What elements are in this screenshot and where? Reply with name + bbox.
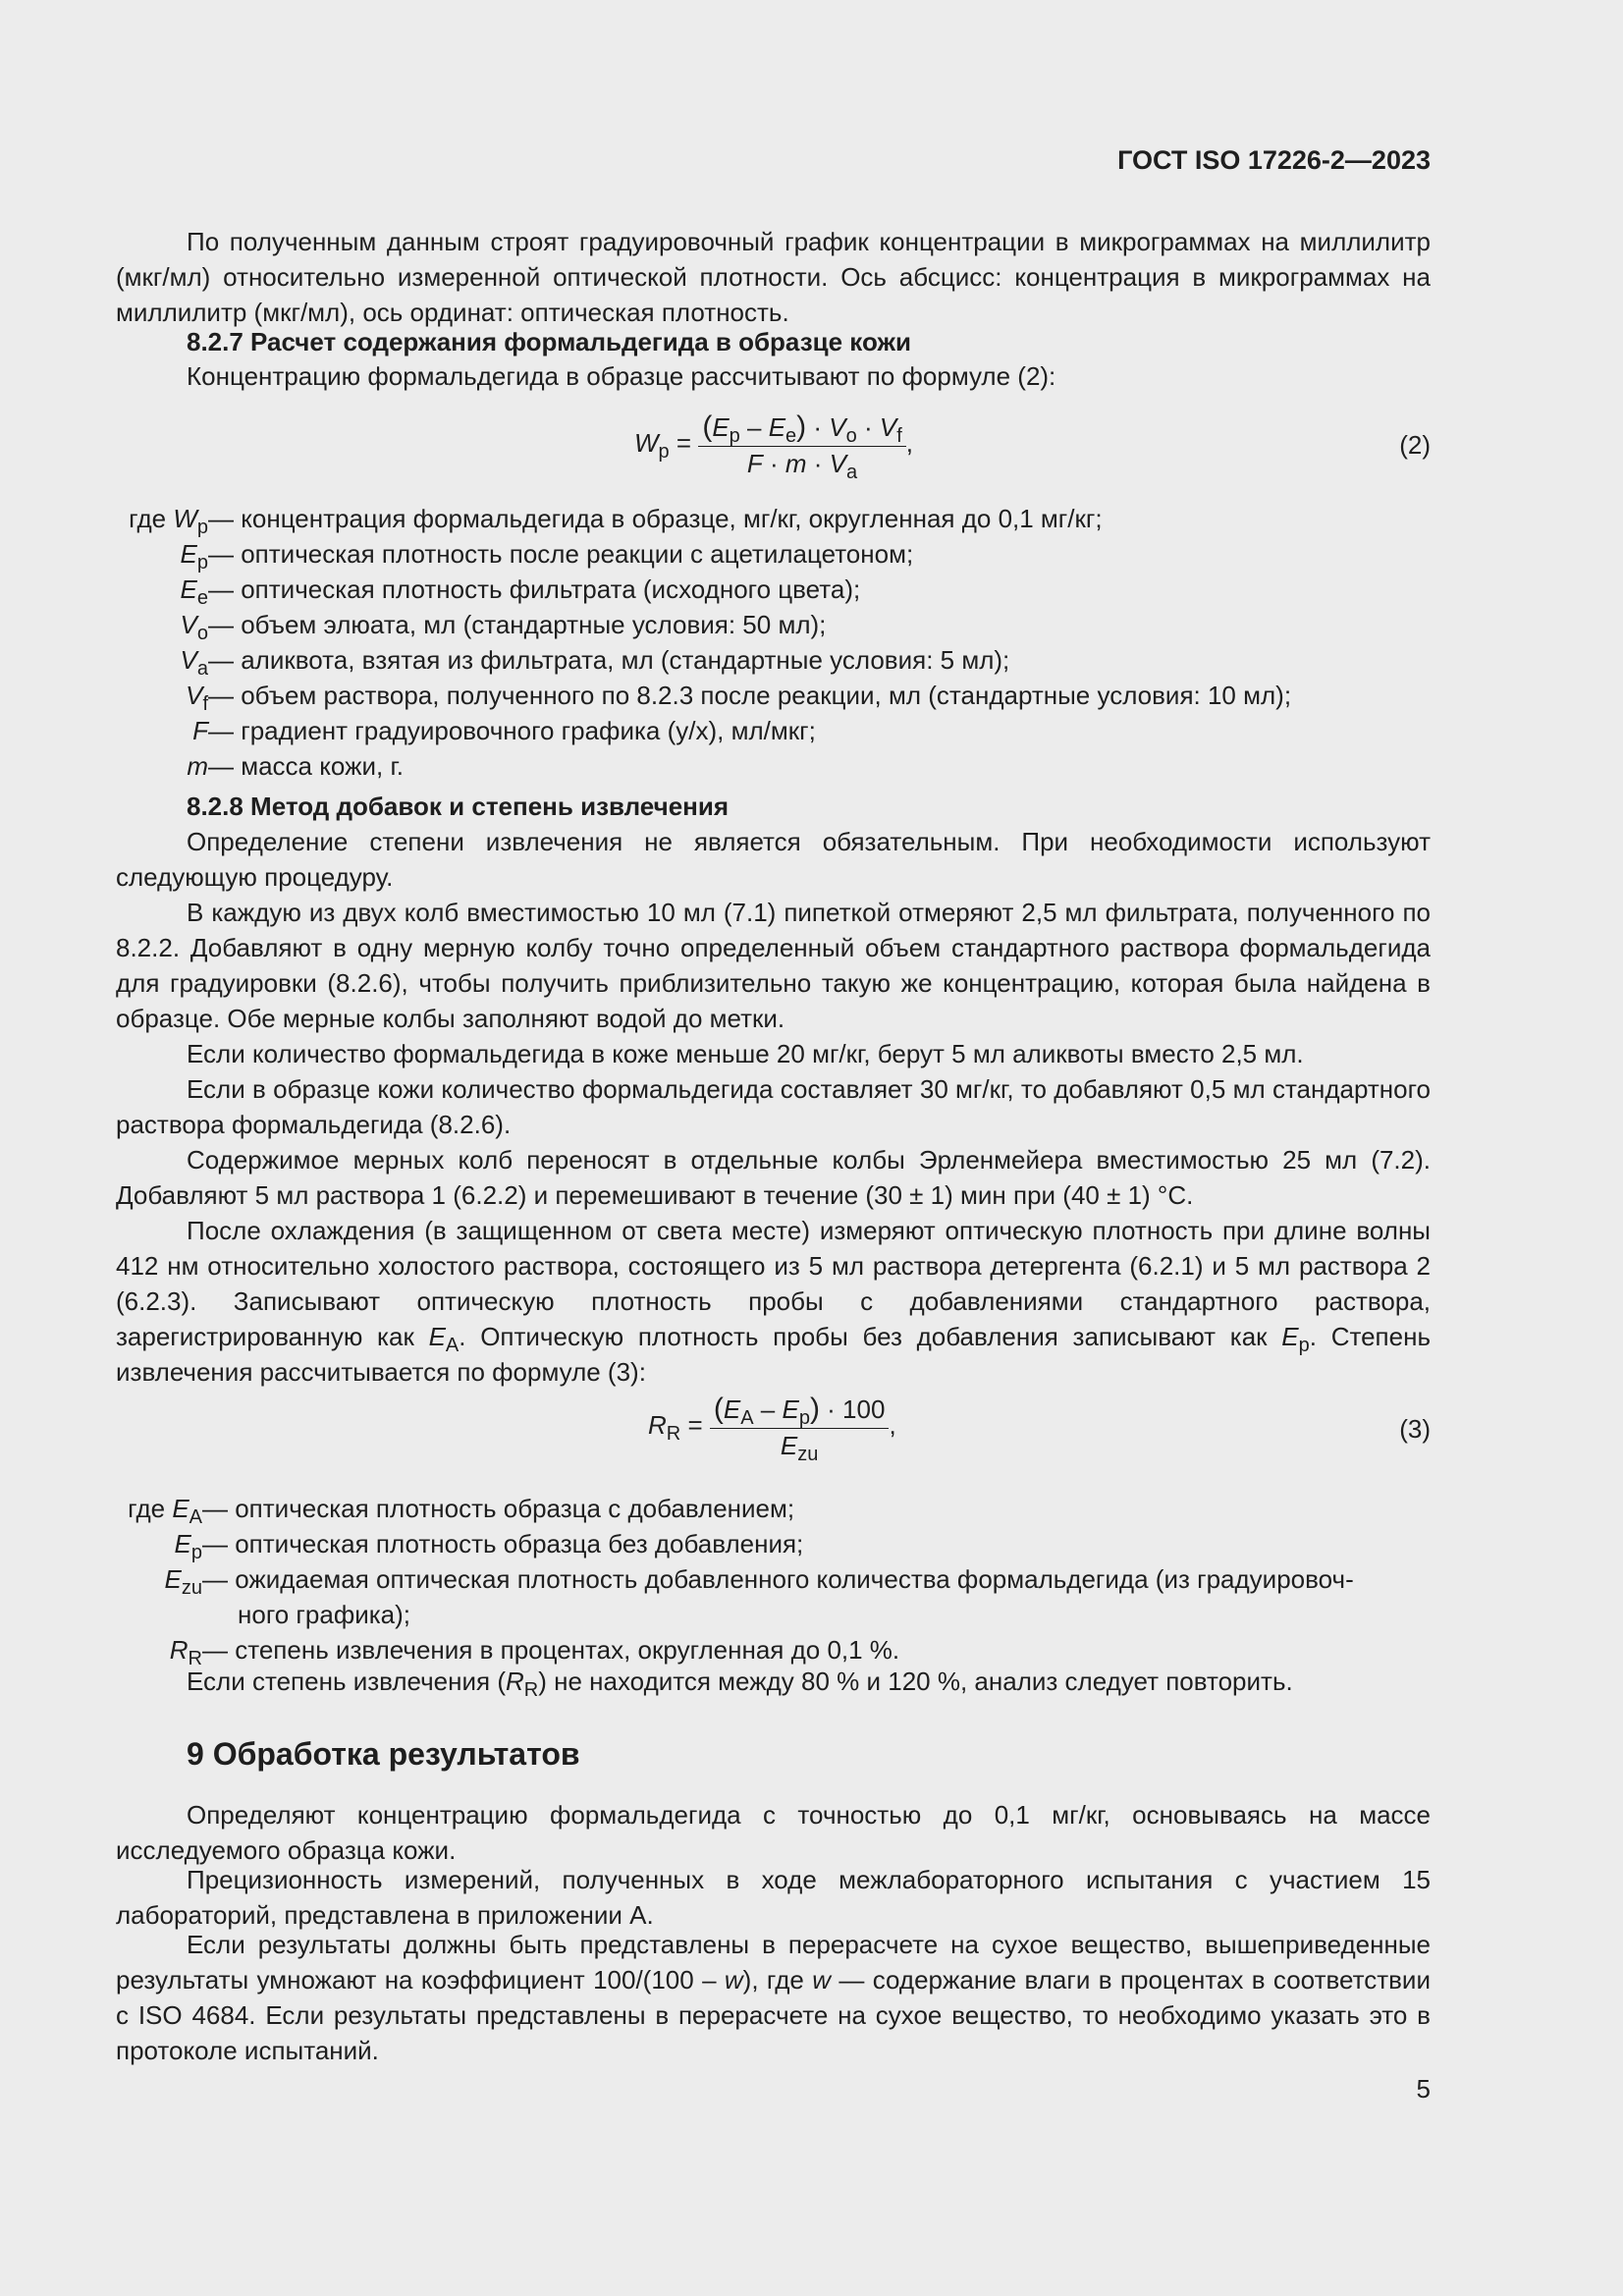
legend-row — [0, 1561, 1623, 1597]
legend-symbol-subscript: f — [202, 693, 208, 715]
legend-symbol-subscript: p — [196, 552, 208, 574]
legend-symbol-subscript: a — [196, 658, 208, 680]
legend-symbol — [192, 713, 208, 748]
legend-symbol — [129, 501, 208, 536]
legend-description: — аликвота, взятая из фильтрата, мл (стандартные условия: 5 мл); — [208, 645, 1010, 675]
legend-row — [0, 536, 1623, 572]
legend-description: — степень извлечения в процентах, округленная до 0,1 %. — [202, 1635, 900, 1665]
legend-symbol — [181, 642, 208, 678]
formula-2: $W_p$ = $\frac{(E_p - E_e) \cdot V_o \cdot V_f}{F \cdot m \cdot V_a}$ , — [634, 410, 913, 483]
legend-description: — оптическая плотность фильтрата (исходного цвета); — [208, 574, 861, 604]
paragraph-repeat-analysis: Если степень извлечения $(R_R)$ не находится между 80 % и 120 %, анализ следует повторить. — [187, 1667, 1293, 1701]
formula-3: $R_R$ = $\frac{(E_A - E_p) \cdot 100}{E_{zu}}$ , — [648, 1393, 896, 1465]
equation-number-2: (2) — [1399, 430, 1431, 460]
legend-description: — градиент градуировочного графика (y/x), мл/мкг; — [208, 716, 816, 745]
paragraph-procedure: В каждую из двух колб вместимостью 10 мл (7.1) пипеткой отмеряют 2,5 мл фильтрата, полученного по 8.2.2. Добавляют в одну мерную колбу точно определенный объем стандартного раствора формальдегида для градуировки (8.2.6), чтобы получить приблизительно такую же концентрацию, которая была найдена в образце. Обе мерные колбы заполняют водой до метки. — [116, 898, 1431, 1033]
legend-row — [0, 607, 1623, 642]
legend-prefix: где — [128, 1494, 173, 1523]
legend-symbol-letter: V — [180, 645, 197, 675]
legend-symbol-letter: W — [173, 504, 197, 533]
legend-row — [0, 1597, 1623, 1632]
paragraph-formula-2-intro: Концентрацию формальдегида в образце рассчитывают по формуле (2): — [187, 361, 1056, 391]
legend-row — [0, 1526, 1623, 1561]
legend-row — [0, 748, 1623, 784]
legend-symbol — [181, 607, 208, 642]
legend-symbol-letter: m — [187, 751, 208, 781]
legend-description: — ожидаемая оптическая плотность добавленного количества формальдегида (из градуировоч- — [202, 1564, 1354, 1594]
paragraph-optical-density: После охлаждения (в защищенном от света месте) измеряют оптическую плотность при длине волны 412 нм относительно холостого раствора, состоящего из 5 мл раствора детергента (6.2.1) и 5 мл раствора 2 (6.2.3). Записывают оптическую плотность пробы с добавлениями стандартного раствора, зарегистрированную как $E_A$. Оптическую плотность пробы без добавления записывают как $E_p$. Степень извлечения рассчитывается по формуле (3): — [116, 1216, 1431, 1387]
legend-symbol — [181, 572, 208, 607]
legend-description: — масса кожи, г. — [208, 751, 404, 781]
paragraph-erlenmeyer: Содержимое мерных колб переносят в отдельные колбы Эрленмейера вместимостью 25 мл (7.2). Добавляют 5 мл раствора 1 (6.2.2) и перемешивают в течение (30 ± 1) мин при (40 ± 1) °С. — [116, 1145, 1431, 1210]
legend-row — [0, 678, 1623, 713]
legend-row — [0, 1491, 1623, 1526]
legend-symbol — [181, 536, 208, 572]
legend-symbol-letter: E — [180, 539, 197, 569]
legend-symbol — [186, 678, 208, 713]
legend-symbol-letter: F — [192, 716, 208, 745]
legend-row — [0, 1632, 1623, 1667]
legend-description: ного графика); — [238, 1600, 411, 1629]
paragraph-recovery-optional: Определение степени извлечения не является обязательным. При необходимости используют следующую процедуру. — [116, 827, 1431, 892]
legend-row — [0, 642, 1623, 678]
legend-row — [0, 501, 1623, 536]
section-heading-8-2-8: 8.2.8 Метод добавок и степень извлечения — [187, 792, 730, 821]
legend-symbol — [128, 1491, 202, 1526]
paragraph-aliquot: Если количество формальдегида в коже меньше 20 мг/кг, берут 5 мл аликвоты вместо 2,5 мл. — [187, 1039, 1304, 1068]
paragraph-calibration-graph: По полученным данным строят градуировочный график концентрации в микрограммах на миллилитр (мкг/мл) относительно измеренной оптической плотности. Ось абсцисс: концентрация в микрограммах на миллилитр (мкг/мл), ось ординат: оптическая плотность. — [116, 227, 1431, 327]
legend-symbol-letter: E — [180, 574, 197, 604]
legend-description: — объем элюата, мл (стандартные условия: 50 мл); — [208, 610, 827, 639]
legend-symbol-subscript: zu — [181, 1577, 202, 1599]
paragraph-precision: Прецизионность измерений, полученных в ходе межлабораторного испытания с участием 15 лабораторий, представлена в приложении А. — [116, 1865, 1431, 1930]
legend-symbol-subscript: A — [189, 1506, 202, 1528]
legend-symbol-subscript: p — [190, 1542, 202, 1563]
legend-symbol-letter: V — [180, 610, 197, 639]
legend-symbol-letter: E — [174, 1529, 191, 1558]
paragraph-standard-addition: Если в образце кожи количество формальдегида составляет 30 мг/кг, то добавляют 0,5 мл стандартного раствора формальдегида (8.2.6). — [116, 1074, 1431, 1139]
legend-description: — концентрация формальдегида в образце, мг/кг, округленная до 0,1 мг/кг; — [208, 504, 1103, 533]
legend-row — [0, 713, 1623, 748]
paragraph-accuracy: Определяют концентрацию формальдегида с точностью до 0,1 мг/кг, основываясь на массе исследуемого образца кожи. — [116, 1800, 1431, 1865]
legend-description: — оптическая плотность образца с добавлением; — [202, 1494, 795, 1523]
page-number: 5 — [1416, 2074, 1431, 2104]
legend-symbol-subscript: o — [196, 623, 208, 644]
equation-number-3: (3) — [1399, 1414, 1431, 1444]
legend-symbol — [170, 1632, 202, 1667]
legend-symbol-letter: E — [164, 1564, 182, 1594]
paragraph-dry-matter: Если результаты должны быть представлены в перерасчете на сухое вещество, вышеприведенные результаты умножают на коэффициент 100/(100 – w), где w — содержание влаги в процентах в соответствии с ISO 4684. Если результаты представлены в перерасчете на сухое вещество, то необходимо указать это в протоколе испытаний. — [116, 1930, 1431, 2065]
legend-symbol-subscript: e — [196, 587, 208, 609]
legend-row — [0, 572, 1623, 607]
document-header: ГОСТ ISO 17226-2—2023 — [1117, 145, 1431, 175]
legend-symbol — [187, 748, 208, 784]
legend-symbol-letter: V — [186, 681, 203, 710]
legend-symbol — [175, 1526, 202, 1561]
legend-symbol-letter: R — [169, 1635, 189, 1665]
legend-symbol — [165, 1561, 202, 1597]
legend-prefix: где — [129, 504, 174, 533]
legend-description: — объем раствора, полученного по 8.2.3 после реакции, мл (стандартные условия: 10 мл); — [208, 681, 1292, 710]
section-heading-9: 9 Обработка результатов — [187, 1736, 580, 1772]
legend-description: — оптическая плотность после реакции с ацетилацетоном; — [208, 539, 914, 569]
section-heading-8-2-7: 8.2.7 Расчет содержания формальдегида в образце кожи — [187, 327, 911, 356]
legend-symbol-letter: E — [172, 1494, 189, 1523]
legend-symbol-subscript: p — [196, 517, 208, 538]
legend-symbol-subscript: R — [188, 1648, 202, 1669]
legend-description: — оптическая плотность образца без добавления; — [202, 1529, 804, 1558]
